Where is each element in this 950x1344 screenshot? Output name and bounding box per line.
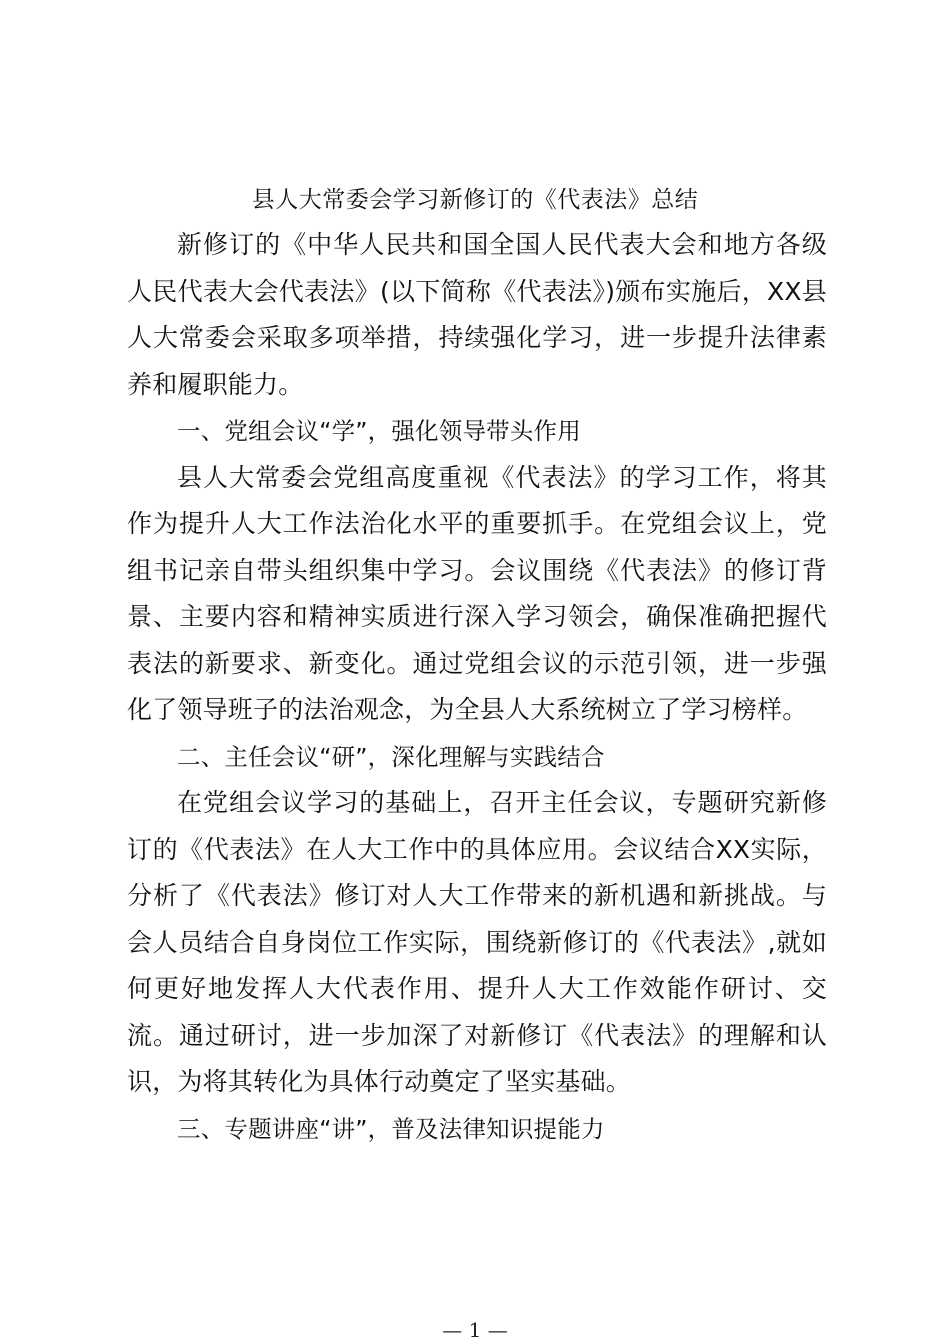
paragraph-intro: 新修订的《中华人民共和国全国人民代表大会和地方各级人民代表大会代表法》(以下简称《代表法》)颁布实施后，XX县人大常委会采取多项举措，持续强化学习，进一步提升法律素养和履职能力。 [127,230,827,399]
paragraph-section-1: 县人大常委会党组高度重视《代表法》的学习工作，将其作为提升人大工作法治化水平的重要抓手。在党组会议上，党组书记亲自带头组织集中学习。会议围绕《代表法》的修订背景、主要内容和精神实质进行深入学习领会，确保准确把握代表法的新要求、新变化。通过党组会议的示范引领，进一步强化了领导班子的法治观念，为全县人大系统树立了学习榜样。 [127,462,827,724]
page-number: — 1 — [442,1318,508,1342]
section-heading-2: 二、主任会议“研”，深化理解与实践结合 [177,742,605,771]
paragraph-section-2: 在党组会议学习的基础上，召开主任会议，专题研究新修订的《代表法》在人大工作中的具体应用。会议结合XX实际，分析了《代表法》修订对人大工作带来的新机遇和新挑战。与会人员结合自身岗位工作实际，围绕新修订的《代表法》,就如何更好地发挥人大代表作用、提升人大工作效能作研讨、交流。通过研讨，进一步加深了对新修订《代表法》的理解和认识，为将其转化为具体行动奠定了坚实基础。 [127,788,827,1096]
section-heading-1: 一、党组会议“学”，强化领导带头作用 [177,417,581,445]
document-title: 县人大常委会学习新修订的《代表法》总结 [251,187,699,213]
section-heading-3: 三、专题讲座“讲”，普及法律知识提能力 [177,1114,605,1143]
document-body [127,222,827,1152]
